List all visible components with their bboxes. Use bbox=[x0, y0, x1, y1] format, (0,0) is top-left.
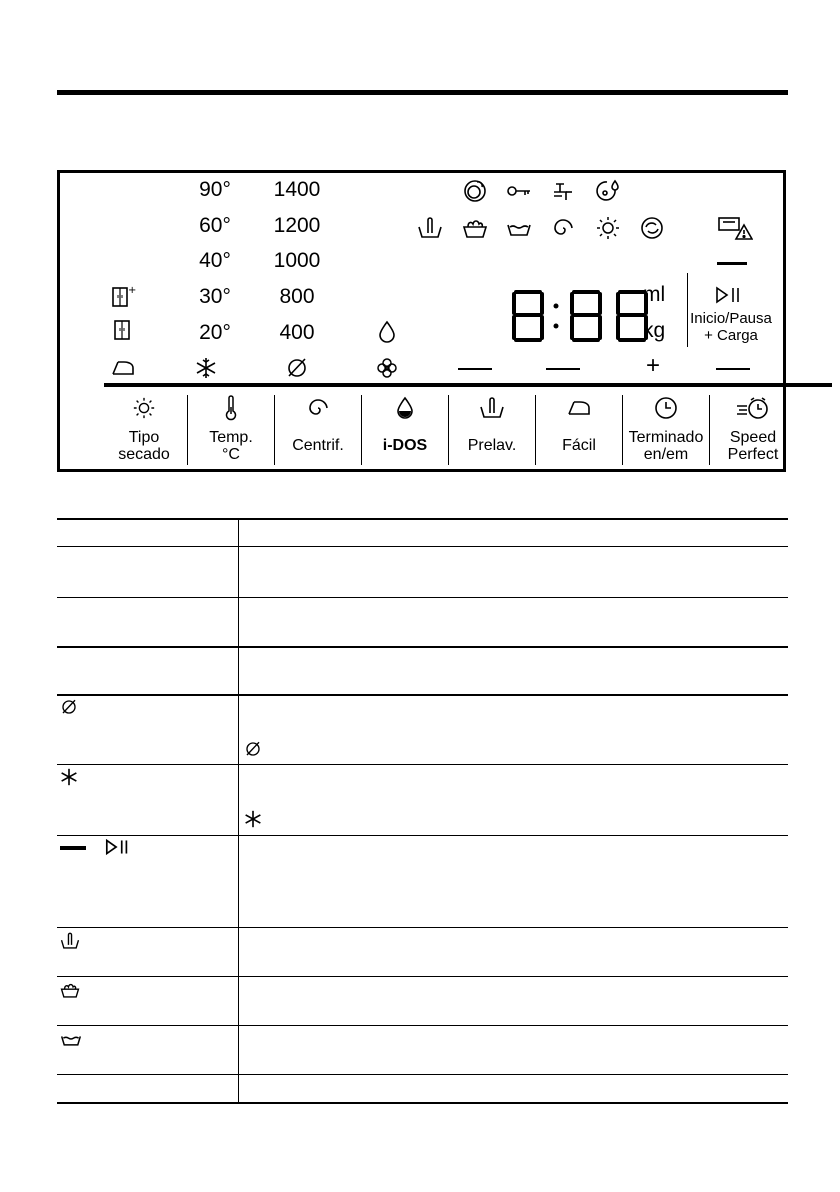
temp-20: 20° bbox=[199, 321, 231, 344]
table-line bbox=[57, 764, 788, 765]
cupboard-plus-icon bbox=[108, 281, 138, 311]
snowflake-icon bbox=[244, 810, 262, 833]
thermometer-icon bbox=[188, 393, 274, 423]
spin-status-icon bbox=[548, 213, 578, 243]
control-panel bbox=[57, 170, 786, 472]
spin-800: 800 bbox=[279, 285, 315, 308]
iron-icon bbox=[108, 353, 138, 383]
speed-label-2: Perfect bbox=[727, 446, 779, 463]
temp-label-1: Temp. bbox=[209, 429, 253, 446]
play-pause-icon[interactable] bbox=[714, 280, 744, 310]
spin-1000: 1000 bbox=[273, 249, 321, 272]
warning-dash bbox=[717, 262, 747, 265]
unit-kg: kg bbox=[643, 319, 666, 342]
table-line bbox=[57, 646, 788, 648]
play-pause-icon bbox=[104, 838, 132, 861]
temp-label-2: °C bbox=[222, 446, 240, 463]
rinse-tub-icon bbox=[504, 213, 534, 243]
indicator-dash-3 bbox=[716, 368, 750, 370]
svg-text:+: + bbox=[128, 285, 136, 296]
table-line bbox=[57, 1025, 788, 1026]
spin-1400: 1400 bbox=[273, 178, 321, 201]
idos-button[interactable] bbox=[362, 393, 448, 463]
dry-type-label-2: secado bbox=[118, 446, 170, 463]
temp-button[interactable] bbox=[188, 393, 274, 463]
sun-icon bbox=[101, 393, 187, 423]
dry-type-label-1: Tipo bbox=[128, 429, 160, 446]
drum-drop-icon bbox=[593, 176, 623, 206]
idos-label: i-DOS bbox=[382, 437, 428, 454]
flower-icon bbox=[372, 353, 402, 383]
dash-icon bbox=[60, 846, 86, 850]
table-line bbox=[57, 976, 788, 977]
table-line bbox=[57, 835, 788, 836]
cupboard-icon bbox=[108, 315, 138, 345]
end-time-label-1: Terminado bbox=[628, 429, 704, 446]
table-column-divider bbox=[238, 518, 239, 1103]
dosing-drop-icon bbox=[362, 393, 448, 423]
spin-1200: 1200 bbox=[273, 214, 321, 237]
plus-sign: + bbox=[646, 352, 661, 379]
snowflake-icon bbox=[60, 768, 78, 791]
easy-iron-label: Fácil bbox=[562, 437, 596, 454]
top-rule bbox=[57, 90, 788, 95]
prewash-label: Prelav. bbox=[467, 437, 517, 454]
temp-60: 60° bbox=[199, 214, 231, 237]
no-spin-icon bbox=[60, 698, 78, 721]
dry-type-button[interactable] bbox=[101, 393, 187, 463]
wash-tub-icon bbox=[460, 213, 490, 243]
start-pause-line2: + Carga bbox=[704, 327, 758, 344]
iron-icon bbox=[536, 393, 622, 423]
table-line bbox=[57, 1074, 788, 1075]
end-time-label-2: en/em bbox=[643, 446, 689, 463]
table-line bbox=[57, 518, 788, 520]
prewash-tub-icon bbox=[60, 932, 80, 955]
tap-icon bbox=[548, 176, 578, 206]
no-spin-icon bbox=[244, 740, 262, 763]
no-spin-icon bbox=[282, 353, 312, 383]
unit-ml: ml bbox=[643, 283, 666, 306]
key-icon bbox=[504, 176, 534, 206]
spin-label: Centrif. bbox=[292, 437, 344, 454]
prewash-button[interactable] bbox=[449, 393, 535, 463]
machine-warning-icon bbox=[715, 213, 755, 243]
table-line bbox=[57, 1102, 788, 1104]
speed-perfect-button[interactable] bbox=[710, 393, 796, 463]
start-pause-label[interactable] bbox=[688, 310, 774, 344]
table-line bbox=[57, 597, 788, 598]
wash-tub-icon bbox=[60, 981, 80, 1004]
prewash-tub-status-icon bbox=[415, 213, 445, 243]
indicator-dash-1 bbox=[458, 368, 492, 370]
speed-clock-icon bbox=[710, 393, 796, 423]
panel-separator bbox=[104, 383, 832, 387]
refresh-drum-icon bbox=[637, 213, 667, 243]
indicator-dash-2 bbox=[546, 368, 580, 370]
table-line bbox=[57, 927, 788, 928]
temp-40: 40° bbox=[199, 249, 231, 272]
easy-iron-button[interactable] bbox=[536, 393, 622, 463]
dry-sun-icon bbox=[593, 213, 623, 243]
snowflake-icon bbox=[191, 353, 221, 383]
speed-label-1: Speed bbox=[729, 429, 777, 446]
table-line bbox=[57, 546, 788, 547]
start-pause-line1: Inicio/Pausa bbox=[690, 310, 772, 327]
spin-spiral-icon bbox=[275, 393, 361, 423]
temp-90: 90° bbox=[199, 178, 231, 201]
spin-400: 400 bbox=[279, 321, 315, 344]
end-time-button[interactable] bbox=[623, 393, 709, 463]
clock-icon bbox=[623, 393, 709, 423]
rinse-tub-icon bbox=[60, 1031, 82, 1052]
temp-30: 30° bbox=[199, 285, 231, 308]
prewash-tub-icon bbox=[449, 393, 535, 423]
drum-clean-icon bbox=[460, 176, 490, 206]
spin-button[interactable] bbox=[275, 393, 361, 463]
drop-icon bbox=[372, 317, 402, 347]
table-line bbox=[57, 694, 788, 696]
